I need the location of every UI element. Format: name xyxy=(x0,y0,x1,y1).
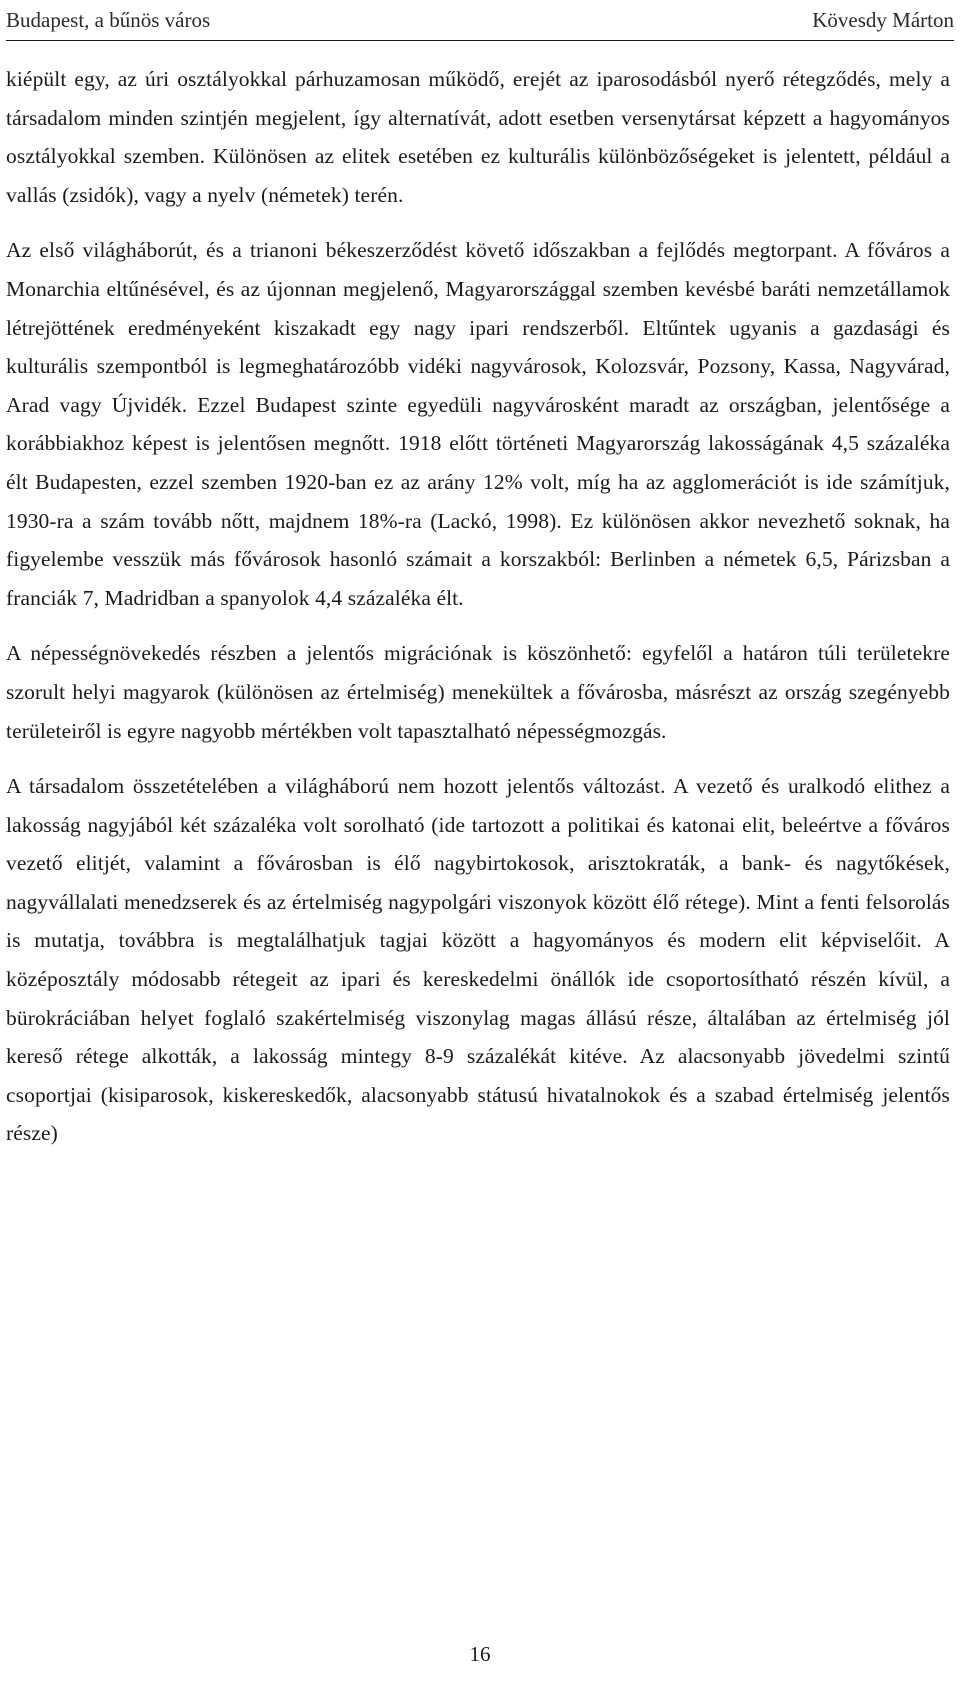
paragraph-population-growth: A népességnövekedés részben a jelentős migrációnak is köszönhető: egyfelől a határon túli területekre szorult helyi magyarok (különösen az értelmiség) menekültek a fővárosba, másrészt az ország szegényebb területeiről is egyre nagyobb mértékben volt tapasztalható népességmozgás. xyxy=(6,641,950,743)
paragraph-post-war: Az első világháborút, és a trianoni békeszerződést követő időszakban a fejlődés megtorpant. A főváros a Monarchia eltűnésével, és az újonnan megjelenő, Magyarországgal szemben kevésbé baráti nemzetállamok létrejöttének eredményeként kiszakadt egy nagy ipari rendszerből. Eltűntek ugyanis a gazdasági és kulturális szempontból is legmeghatározóbb vidéki nagyvárosok, Kolozsvár, Pozsony, Kassa, Nagyvárad, Arad vagy Újvidék. Ezzel Budapest szinte egyedüli nagyvárosként maradt az országban, jelentősége a korábbiakhoz képest is jelentősen megnőtt. 1918 előtt történeti Magyarország lakosságának 4,5 százaléka élt Budapesten, ezzel szemben 1920-ban ez az arány 12% volt, míg ha az agglomerációt is ide számítjuk, 1930-ra a szám tovább nőtt, majdnem 18%-ra (Lackó, 1998). Ez különösen akkor nevezhető soknak, ha figyelembe vesszük más fővárosok hasonló számait a korszakból: Berlinben a németek 6,5, Párizsban a franciák 7, Madridban a spanyolok 4,4 százaléka élt. xyxy=(6,238,950,610)
header-title: Budapest, a bűnös város xyxy=(6,7,211,32)
running-header xyxy=(6,0,954,41)
header-author: Kövesdy Márton xyxy=(812,7,954,32)
body-text xyxy=(6,60,950,1153)
paragraph-continuation: kiépült egy, az úri osztályokkal párhuzamosan működő, erejét az iparosodásból nyerő rétegződés, mely a társadalom minden szintjén megjelent, így alternatívát, adott esetben versenytársat képzett a hagyományos osztályokkal szemben. Különösen az elitek esetében ez kulturális különbözőségeket is jelentett, például a vallás (zsidók), vagy a nyelv (németek) terén. xyxy=(6,67,950,207)
paragraph-social-composition: A társadalom összetételében a világháború nem hozott jelentős változást. A vezető és uralkodó elithez a lakosság nagyjából két százaléka volt sorolható (ide tartozott a politikai és katonai elit, beleértve a főváros vezető elitjét, valamint a fővárosban is élő nagybirtokosok, arisztokraták, a bank- és nagytőkések, nagyvállalati menedzserek és az értelmiség nagypolgári viszonyok között élő rétege). Mint a fenti felsorolás is mutatja, továbbra is megtalálhatjuk tagjai között a hagyományos és modern elit képviselőit. A középosztály módosabb rétegeit az ipari és kereskedelmi önállók ide csoportosítható részén kívül, a bürokráciában helyet foglaló szakértelmiség viszonylag magas állású része, általában az értelmiség jól kereső rétege alkották, a lakosság mintegy 8-9 százalékát kitéve. Az alacsonyabb jövedelmi szintű csoportjai (kisiparosok, kiskereskedők, alacsonyabb státusú hivatalnokok és a szabad értelmiség jelentős része) xyxy=(6,774,950,1146)
page-number: 16 xyxy=(469,1642,491,1666)
